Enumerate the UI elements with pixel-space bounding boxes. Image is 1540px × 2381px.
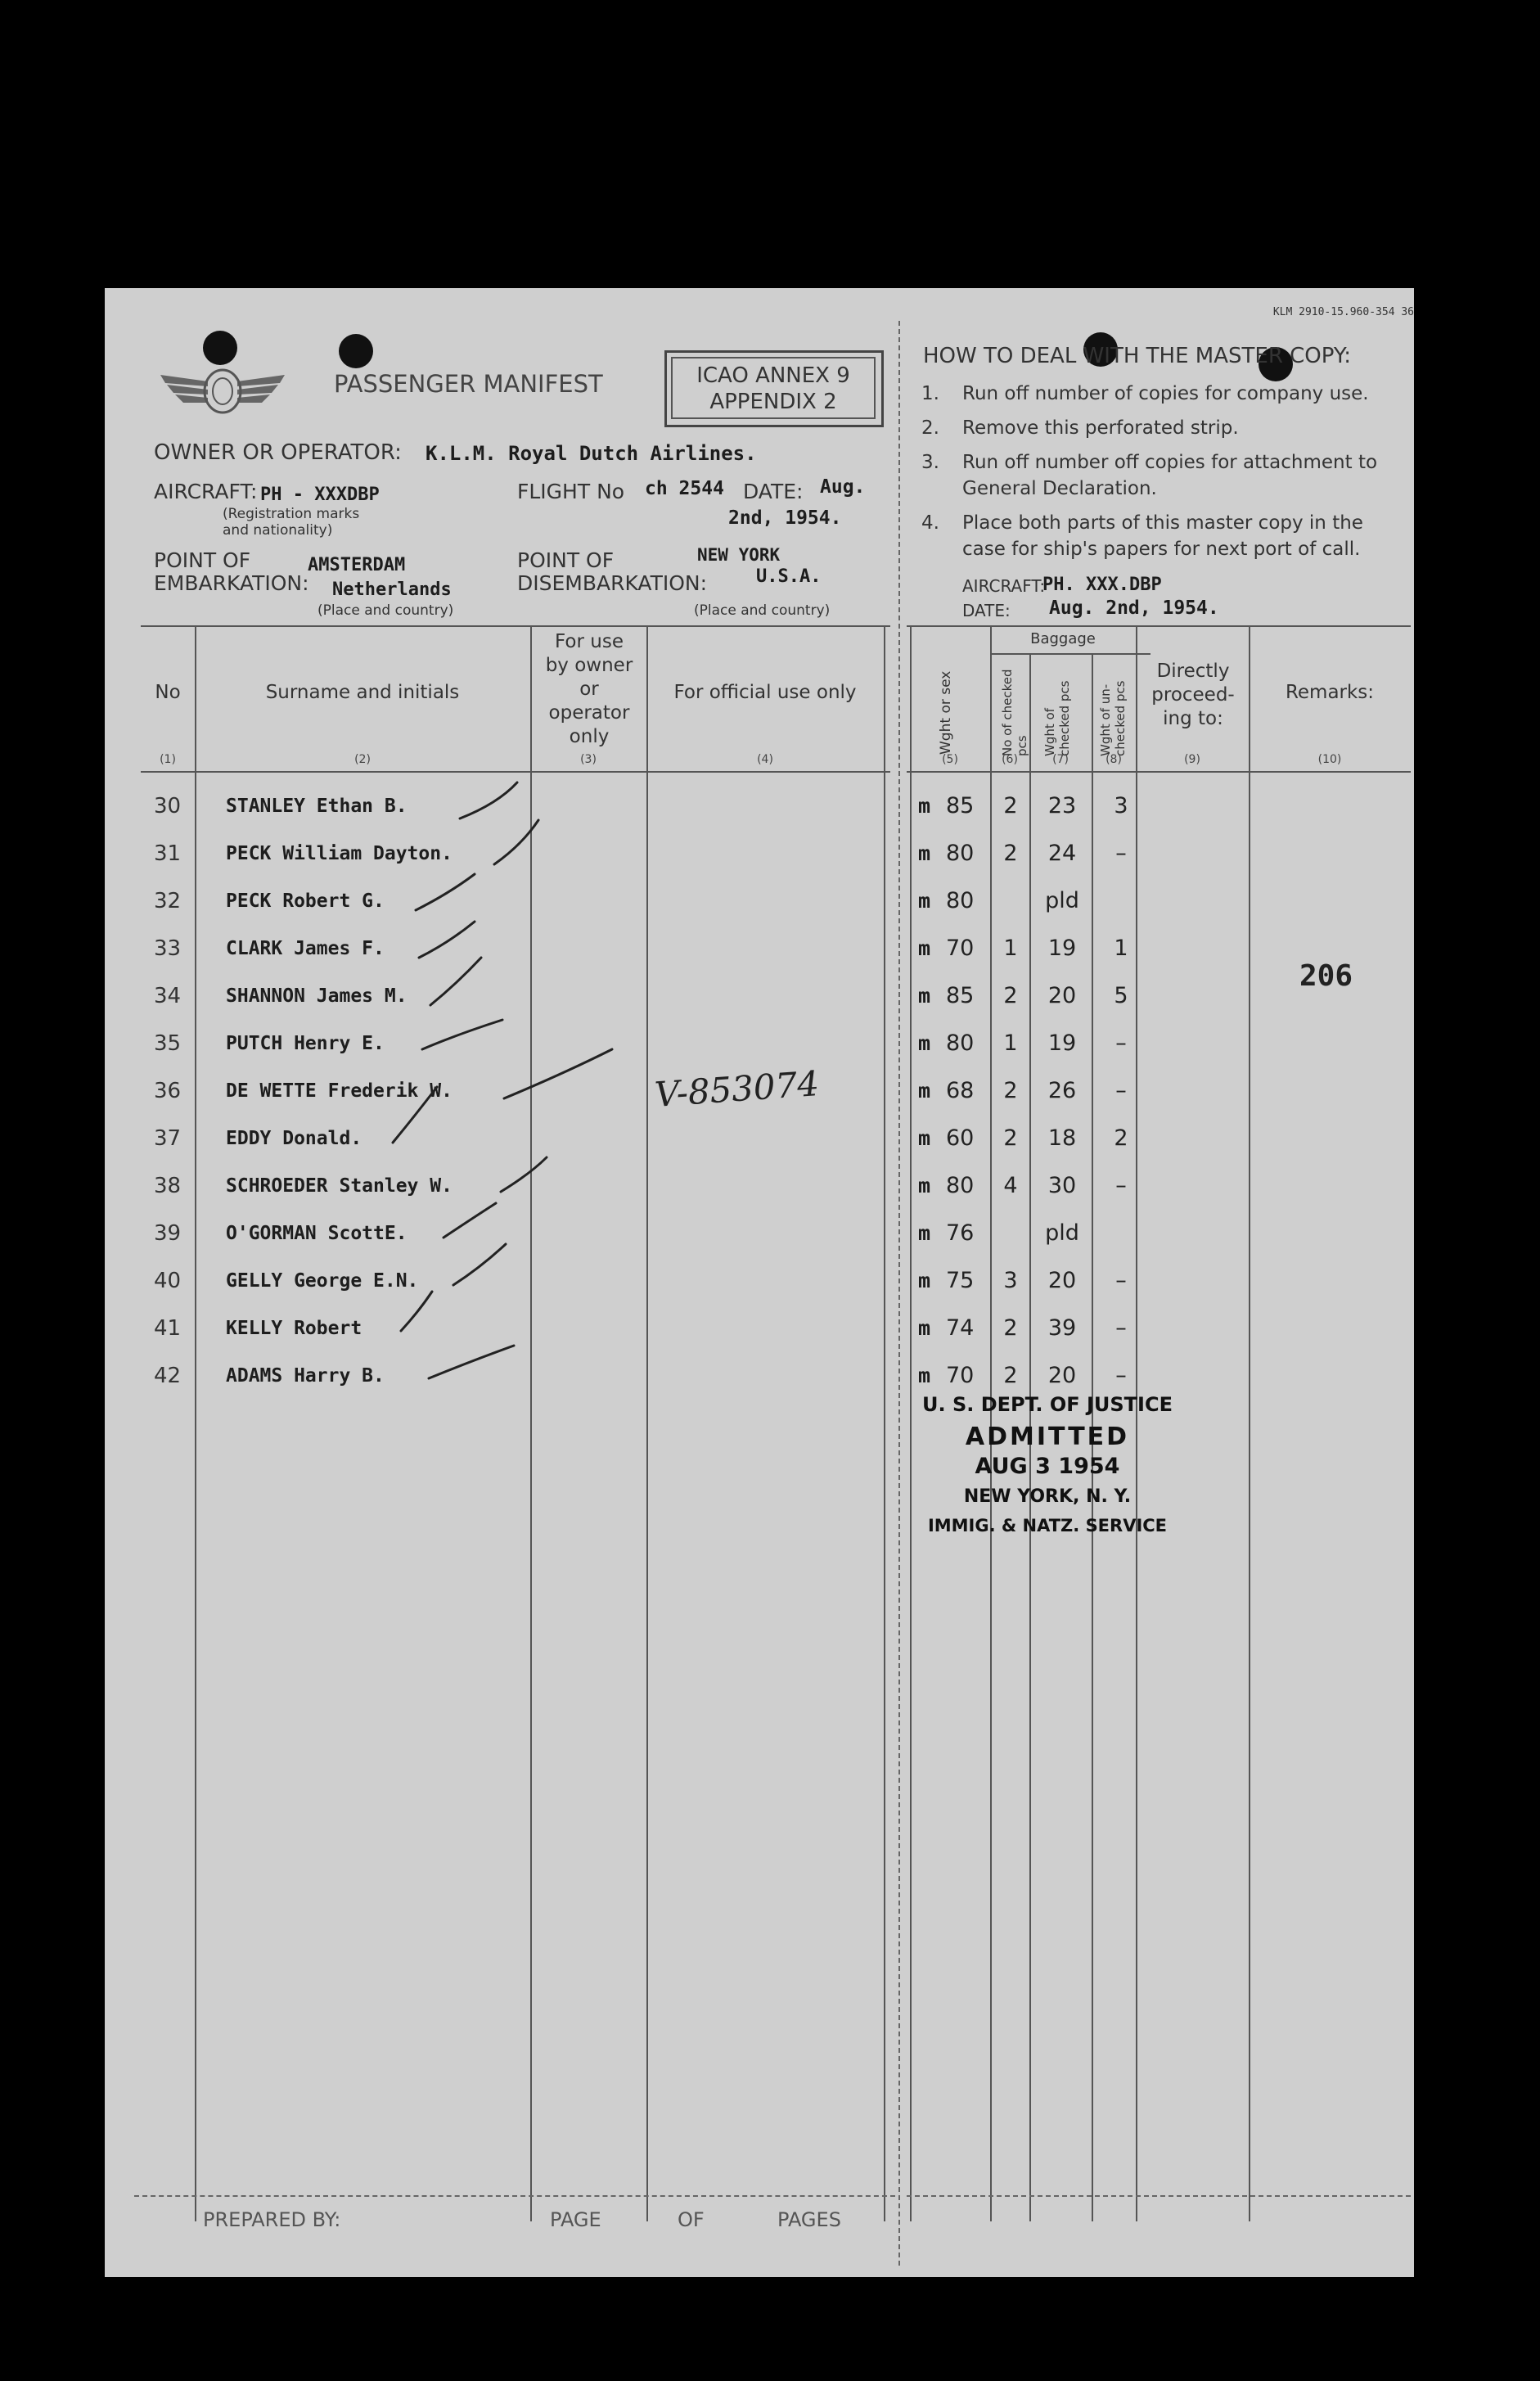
row-weight-checked: 20 bbox=[1047, 1268, 1077, 1293]
disembark-value-1: NEW YORK bbox=[697, 545, 781, 565]
row-weight-unchecked: 1 bbox=[1114, 936, 1128, 961]
instruction-3-text-2: General Declaration. bbox=[962, 478, 1157, 499]
row-weight-checked: 23 bbox=[1047, 793, 1077, 818]
handwritten-check-marks bbox=[105, 288, 1414, 1434]
row-sex: m bbox=[918, 1174, 931, 1197]
row-pcs: 4 bbox=[1003, 1173, 1018, 1198]
col-header-official: For official use only bbox=[673, 682, 857, 703]
row-weight: 80 bbox=[946, 1173, 975, 1198]
stamp-line-5: IMMIG. & NATZ. SERVICE bbox=[927, 1516, 1168, 1535]
row-weight: 68 bbox=[946, 1078, 975, 1103]
instruction-4-text: Place both parts of this master copy in the bbox=[962, 512, 1363, 534]
row-no: 35 bbox=[154, 1031, 182, 1056]
flight-label: FLIGHT No bbox=[517, 480, 625, 503]
row-weight-unchecked: – bbox=[1115, 1078, 1127, 1103]
row-no: 39 bbox=[154, 1221, 182, 1246]
row-weight-unchecked: – bbox=[1115, 1268, 1127, 1293]
col-number-5: (5) bbox=[942, 753, 958, 766]
row-name: PECK William Dayton. bbox=[226, 843, 453, 864]
row-name: O'GORMAN ScottE. bbox=[226, 1223, 408, 1244]
disembark-note: (Place and country) bbox=[694, 602, 831, 619]
aircraft-value: PH - XXXDBP bbox=[260, 485, 380, 505]
row-name: STANLEY Ethan B. bbox=[226, 796, 408, 817]
instruction-3-number: 3. bbox=[921, 452, 939, 473]
row-no: 42 bbox=[154, 1364, 182, 1388]
stamp-line-4: NEW YORK, N. Y. bbox=[963, 1486, 1132, 1507]
owner-label: OWNER OR OPERATOR: bbox=[154, 440, 402, 465]
instruction-2-number: 2. bbox=[921, 417, 939, 439]
col-header-wt-checked: Wght of checked pcs bbox=[1042, 680, 1072, 756]
row-pcs: 2 bbox=[1003, 1125, 1018, 1151]
col-header-owner-1: For use bbox=[555, 631, 624, 652]
instruction-1-number: 1. bbox=[921, 383, 939, 404]
row-weight-checked: 39 bbox=[1047, 1315, 1077, 1341]
instruction-1-text: Run off number of copies for company use. bbox=[962, 383, 1369, 404]
embark-value-2: Netherlands bbox=[332, 579, 452, 600]
row-weight: 74 bbox=[946, 1315, 975, 1341]
col-number-8: (8) bbox=[1105, 753, 1122, 766]
col-number-2: (2) bbox=[354, 753, 371, 766]
date-label: DATE: bbox=[743, 480, 804, 503]
col-header-owner-5: only bbox=[569, 726, 610, 747]
aircraft-note-2: and nationality) bbox=[223, 522, 333, 539]
row-no: 34 bbox=[154, 984, 182, 1008]
official-note: V-853074 bbox=[653, 1063, 821, 1115]
row-weight-checked: 18 bbox=[1047, 1125, 1077, 1151]
row-name: EDDY Donald. bbox=[226, 1128, 362, 1149]
row-no: 37 bbox=[154, 1126, 182, 1151]
date-value-1: Aug. bbox=[820, 476, 866, 498]
col-number-3: (3) bbox=[580, 753, 597, 766]
col-header-baggage: Baggage bbox=[1030, 630, 1096, 647]
row-name: KELLY Robert bbox=[226, 1318, 362, 1339]
instruction-4-number: 4. bbox=[921, 512, 939, 534]
embark-label-2: EMBARKATION: bbox=[154, 571, 309, 595]
row-weight-unchecked: – bbox=[1115, 1315, 1127, 1341]
row-weight-unchecked: 2 bbox=[1114, 1125, 1128, 1151]
footer-pages: PAGES bbox=[777, 2208, 841, 2231]
col-header-directly-2: proceed- bbox=[1151, 684, 1235, 706]
row-sex: m bbox=[918, 1126, 931, 1150]
row-sex: m bbox=[918, 936, 931, 960]
manifest-sheet bbox=[105, 288, 1414, 2277]
row-sex: m bbox=[918, 889, 931, 913]
row-sex: m bbox=[918, 794, 931, 818]
row-weight-checked: 19 bbox=[1047, 1030, 1077, 1056]
row-pcs: 1 bbox=[1003, 1030, 1018, 1056]
owner-value: K.L.M. Royal Dutch Airlines. bbox=[426, 442, 757, 465]
row-pcs: 2 bbox=[1003, 983, 1018, 1008]
col-number-7: (7) bbox=[1052, 753, 1069, 766]
col-number-10: (10) bbox=[1317, 753, 1342, 766]
row-weight-unchecked: – bbox=[1115, 1173, 1127, 1198]
aircraft-label: AIRCRAFT: bbox=[154, 480, 258, 503]
col-header-directly-1: Directly bbox=[1156, 661, 1230, 682]
page-mark: 206 bbox=[1299, 959, 1353, 993]
col-header-owner-2: by owner bbox=[545, 655, 633, 676]
col-header-owner-3: or bbox=[579, 679, 599, 700]
embark-note: (Place and country) bbox=[317, 602, 454, 619]
instructions-title: HOW TO DEAL WITH THE MASTER COPY: bbox=[923, 344, 1352, 368]
row-weight: 70 bbox=[946, 1363, 975, 1388]
row-sex: m bbox=[918, 1079, 931, 1103]
col-number-9: (9) bbox=[1184, 753, 1200, 766]
embark-value-1: AMSTERDAM bbox=[308, 555, 406, 575]
footer-page: PAGE bbox=[550, 2208, 601, 2231]
row-pcs: 2 bbox=[1003, 793, 1018, 818]
col-header-no: No bbox=[155, 682, 181, 703]
row-weight-unchecked: – bbox=[1115, 841, 1127, 866]
row-name: PUTCH Henry E. bbox=[226, 1033, 385, 1054]
col-header-weight-sex: Wght or sex bbox=[938, 670, 954, 755]
right-date-value: Aug. 2nd, 1954. bbox=[1049, 598, 1219, 619]
instruction-4-text-2: case for ship's papers for next port of call. bbox=[962, 539, 1361, 560]
col-header-remarks: Remarks: bbox=[1285, 682, 1375, 703]
footer-of: OF bbox=[678, 2208, 705, 2231]
row-name: GELLY George E.N. bbox=[226, 1270, 419, 1292]
col-header-wt-unchecked: Wght of un-checked pcs bbox=[1098, 680, 1128, 756]
row-weight-checked: pld bbox=[1045, 888, 1079, 913]
disembark-label-1: POINT OF bbox=[517, 548, 615, 572]
footer-rule-right bbox=[907, 2195, 1411, 2197]
row-weight-checked: 30 bbox=[1047, 1173, 1077, 1198]
row-weight-checked: pld bbox=[1045, 1220, 1079, 1246]
disembark-value-2: U.S.A. bbox=[756, 566, 822, 587]
row-no: 38 bbox=[154, 1174, 182, 1198]
row-no: 33 bbox=[154, 936, 182, 961]
row-weight: 60 bbox=[946, 1125, 975, 1151]
page-title: PASSENGER MANIFEST bbox=[334, 370, 603, 398]
row-weight-unchecked: 3 bbox=[1114, 793, 1128, 818]
col-number-1: (1) bbox=[160, 753, 176, 766]
icao-line-1: ICAO ANNEX 9 bbox=[696, 363, 850, 388]
row-sex: m bbox=[918, 984, 931, 1008]
instruction-2-text: Remove this perforated strip. bbox=[962, 417, 1239, 439]
col-header-pcs: No of checked pcs bbox=[1000, 669, 1029, 756]
right-aircraft-value: PH. XXX.DBP bbox=[1042, 575, 1162, 595]
row-name: SHANNON James M. bbox=[226, 985, 408, 1007]
row-weight: 76 bbox=[946, 1220, 975, 1246]
row-no: 30 bbox=[154, 794, 182, 818]
embark-label-1: POINT OF bbox=[154, 548, 251, 572]
row-pcs: 3 bbox=[1003, 1268, 1018, 1293]
col-header-name: Surname and initials bbox=[265, 682, 460, 703]
row-weight: 75 bbox=[946, 1268, 975, 1293]
col-number-6: (6) bbox=[1002, 753, 1018, 766]
stamp-line-3: AUG 3 1954 bbox=[975, 1454, 1120, 1479]
icao-line-2: APPENDIX 2 bbox=[709, 390, 837, 414]
row-name: SCHROEDER Stanley W. bbox=[226, 1175, 453, 1197]
row-weight-unchecked: – bbox=[1115, 1363, 1127, 1388]
stamp-line-2: ADMITTED bbox=[965, 1423, 1130, 1451]
row-weight: 80 bbox=[946, 1030, 975, 1056]
row-pcs: 2 bbox=[1003, 1315, 1018, 1341]
row-pcs: 1 bbox=[1003, 936, 1018, 961]
row-sex: m bbox=[918, 1364, 931, 1387]
flight-value: ch 2544 bbox=[645, 478, 724, 499]
row-sex: m bbox=[918, 1221, 931, 1245]
row-pcs: 2 bbox=[1003, 1078, 1018, 1103]
row-sex: m bbox=[918, 1316, 931, 1340]
right-date-label: DATE: bbox=[962, 601, 1011, 620]
row-weight-checked: 20 bbox=[1047, 983, 1077, 1008]
col-number-4: (4) bbox=[757, 753, 773, 766]
row-weight: 80 bbox=[946, 841, 975, 866]
row-weight-unchecked: – bbox=[1115, 1030, 1127, 1056]
row-weight: 85 bbox=[946, 793, 975, 818]
row-name: CLARK James F. bbox=[226, 938, 385, 959]
row-weight-unchecked: 5 bbox=[1114, 983, 1128, 1008]
row-sex: m bbox=[918, 1031, 931, 1055]
row-weight: 80 bbox=[946, 888, 975, 913]
row-weight-checked: 26 bbox=[1047, 1078, 1077, 1103]
row-name: DE WETTE Frederik W. bbox=[226, 1080, 453, 1102]
date-value-2: 2nd, 1954. bbox=[728, 507, 842, 529]
row-no: 40 bbox=[154, 1269, 182, 1293]
footer-rule-left bbox=[134, 2195, 895, 2197]
row-weight: 85 bbox=[946, 983, 975, 1008]
row-no: 36 bbox=[154, 1079, 182, 1103]
row-weight-checked: 20 bbox=[1047, 1363, 1077, 1388]
row-no: 41 bbox=[154, 1316, 182, 1341]
aircraft-note-1: (Registration marks bbox=[223, 506, 360, 522]
row-pcs: 2 bbox=[1003, 841, 1018, 866]
right-aircraft-label: AIRCRAFT: bbox=[962, 576, 1046, 596]
instruction-3-text: Run off number off copies for attachment to bbox=[962, 452, 1378, 473]
col-header-owner-4: operator bbox=[548, 702, 630, 724]
stamp-line-1: U. S. DEPT. OF JUSTICE bbox=[922, 1393, 1173, 1416]
row-weight: 70 bbox=[946, 936, 975, 961]
row-name: PECK Robert G. bbox=[226, 891, 385, 912]
row-weight-checked: 24 bbox=[1047, 841, 1077, 866]
row-no: 32 bbox=[154, 889, 182, 913]
row-pcs: 2 bbox=[1003, 1363, 1018, 1388]
disembark-label-2: DISEMBARKATION: bbox=[517, 571, 708, 595]
footer-prepared-by: PREPARED BY: bbox=[203, 2208, 341, 2231]
row-name: ADAMS Harry B. bbox=[226, 1365, 385, 1387]
col-header-directly-3: ing to: bbox=[1163, 708, 1223, 729]
form-code: KLM 2910-15.960-354 36 bbox=[1272, 306, 1414, 318]
row-weight-checked: 19 bbox=[1047, 936, 1077, 961]
row-no: 31 bbox=[154, 841, 182, 866]
row-sex: m bbox=[918, 841, 931, 865]
row-sex: m bbox=[918, 1269, 931, 1292]
